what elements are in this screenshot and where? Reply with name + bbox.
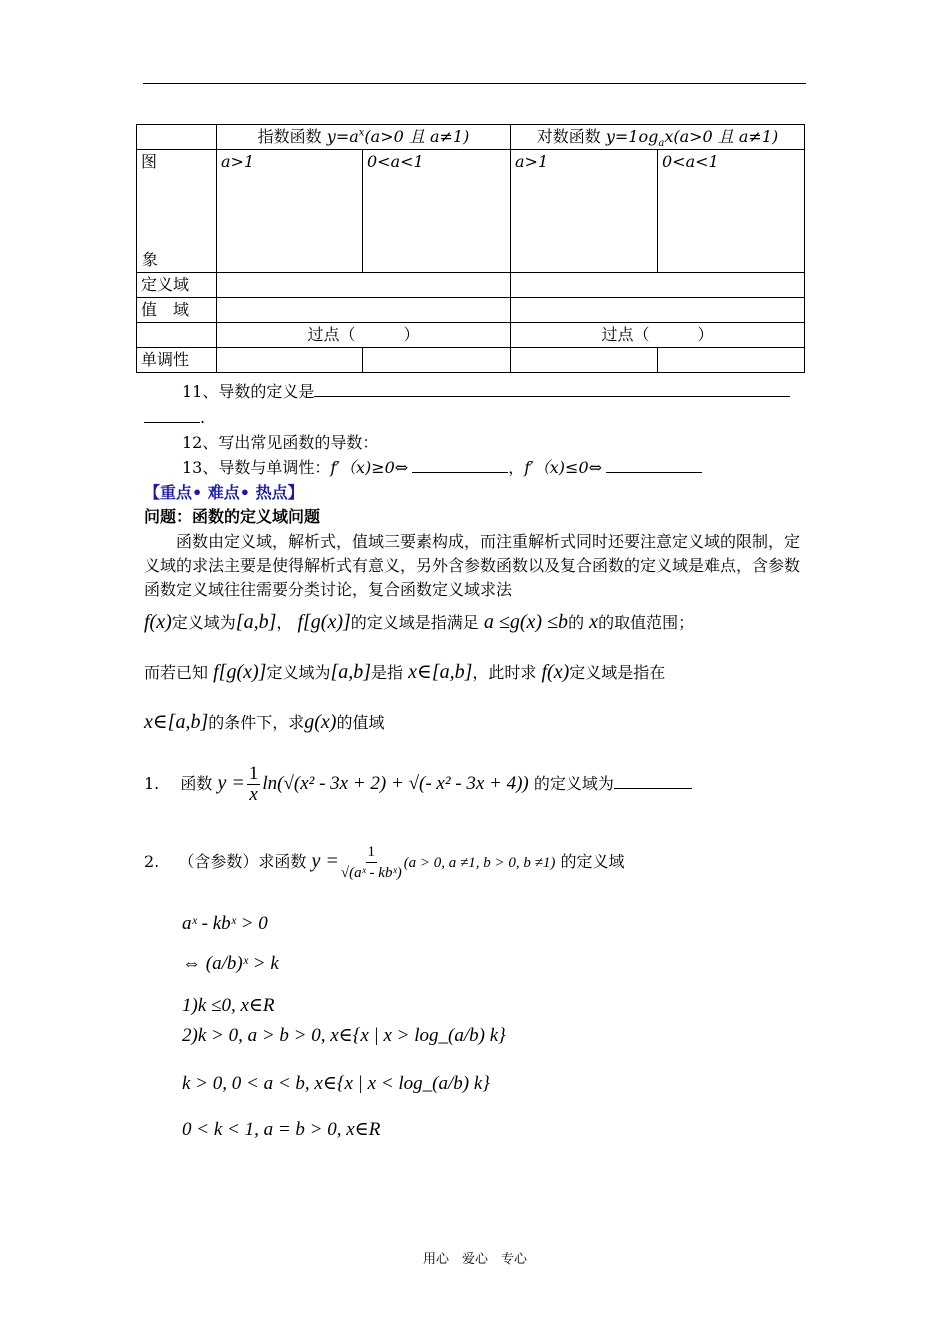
item-11: 11、导数的定义是 xyxy=(182,380,790,404)
exp-point-cell: 过点（ ） xyxy=(217,323,511,348)
domain-row-label: 定义域 xyxy=(137,273,217,298)
log-range-cell xyxy=(511,298,805,323)
log-graph-a-lt-1: 0<a<1 xyxy=(658,150,805,273)
solution-line-2: ⇔ (a/b)ˣ > k xyxy=(182,953,279,974)
section-heading: 问题：函数的定义域问题 xyxy=(144,507,321,526)
log-header-cell: 对数函数 $y=1og_ax(a>0$ 且 a≠1) xyxy=(511,125,805,150)
solution-line-1: aˣ - kbˣ > 0 xyxy=(182,913,268,934)
function-comparison-table xyxy=(136,124,805,373)
problem-2: 2. （含参数）求函数 y = $\frac{1}{\text{√(aˣ - kbˣ)}}$ (a > 0, a ≠1, b > 0, b ≠1) 的定义域 xyxy=(144,844,625,881)
top-rule xyxy=(143,83,806,84)
log-mono-a-lt-1 xyxy=(658,348,805,373)
section-tag: 【重点• 难点• 热点】 xyxy=(144,483,304,502)
page-footer: 用心 爱心 专心 xyxy=(422,1252,527,1267)
image-row-label: 图 象 xyxy=(137,150,217,273)
section-paragraph: 函数由定义域，解析式，值域三要素构成，而注重解析式同时还要注意定义域的限制，定义域的求法主要是使得解析式有意义，另外含参数函数以及复合函数的定义域是难点，含参数函数定义域往往需要分类讨论，复合函数定义域求法 xyxy=(144,532,801,599)
solution-line-6: 0 < k < 1, a = b > 0, x∈R xyxy=(182,1119,381,1140)
log-domain-cell xyxy=(511,273,805,298)
corner-cell xyxy=(137,125,217,150)
exp-mono-a-lt-1 xyxy=(363,348,511,373)
composite-line-1: f(x)定义域为[a,b]， f[g(x)]的定义域是指满足 a ≤g(x) ≤b的 x的取值范围； xyxy=(144,611,695,633)
exp-mono-a-gt-1 xyxy=(217,348,363,373)
exp-domain-cell xyxy=(217,273,511,298)
log-point-cell: 过点（ ） xyxy=(511,323,805,348)
solution-line-4: 2)k > 0, a > b > 0, x∈{x | x > log_(a/b) k} xyxy=(182,1025,506,1046)
range-row-label: 值 域 xyxy=(137,298,217,323)
problem-1: 1. 函数 y = $\frac{1}{x}$ ln(√(x² - 3x + 2) + √(- x² - 3x + 4)) 的定义域为 xyxy=(144,764,692,805)
item-12: 12、写出常见函数的导数： xyxy=(182,433,379,452)
exp-graph-a-gt-1: a>1 xyxy=(217,150,363,273)
point-row-label xyxy=(137,323,217,348)
item-13: 13、导数与单调性：f′（x)≥0⇔ ，f′（x)≤0⇔ xyxy=(182,456,702,480)
exp-range-cell xyxy=(217,298,511,323)
solution-line-5: k > 0, 0 < a < b, x∈{x | x < log_(a/b) k} xyxy=(182,1073,490,1094)
monotonic-row-label: 单调性 xyxy=(137,348,217,373)
composite-line-2: 而若已知 f[g(x)]定义域为[a,b]是指 x∈[a,b]，此时求 f(x)定义域是指在 xyxy=(144,661,666,683)
exp-header-cell: 指数函数 $y=a^x(a>0$ 且 a≠1) xyxy=(217,125,511,150)
exp-graph-a-lt-1: 0<a<1 xyxy=(363,150,511,273)
composite-line-3: x∈[a,b]的条件下，求g(x)的值域 xyxy=(144,711,385,733)
item-11-cont: . xyxy=(144,406,205,430)
log-mono-a-gt-1 xyxy=(511,348,658,373)
log-graph-a-gt-1: a>1 xyxy=(511,150,658,273)
solution-line-3: 1)k ≤0, x∈R xyxy=(182,995,275,1016)
